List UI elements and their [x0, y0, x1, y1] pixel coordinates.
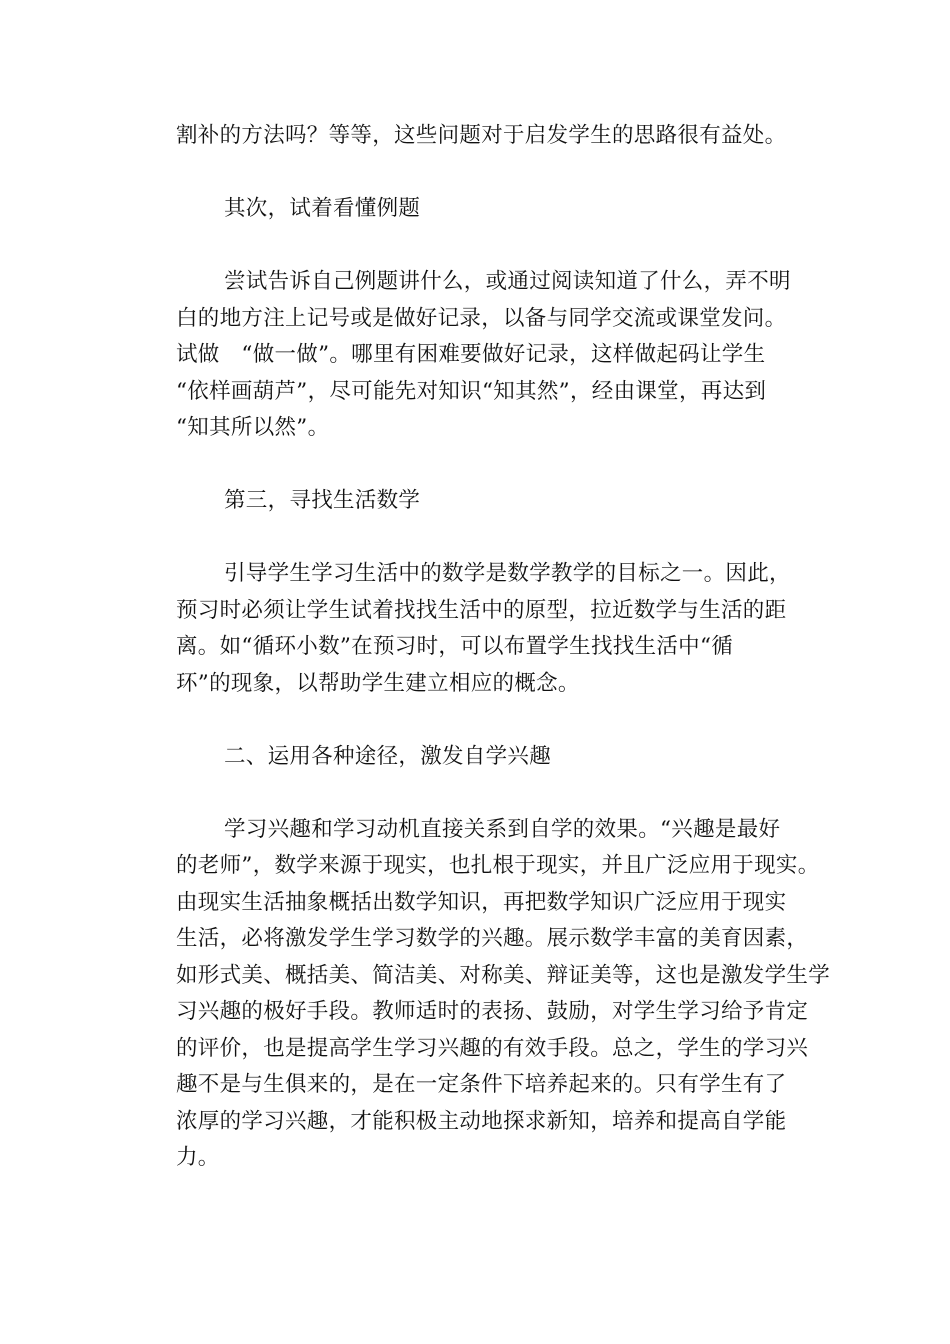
paragraph-spacer	[176, 775, 816, 812]
text-line: 试做 “做一做”。哪里有困难要做好记录，这样做起码让学生	[176, 342, 766, 367]
text-line: 的评价，也是提高学生学习兴趣的有效手段。总之，学生的学习兴	[176, 1035, 809, 1061]
paragraph-spacer	[176, 155, 816, 192]
text-line: 习兴趣的极好手段。教师适时的表扬、鼓励，对学生学习给予肯定	[176, 999, 809, 1024]
section-heading: 其次，试着看懂例题	[224, 196, 421, 221]
text-line: 环”的现象，以帮助学生建立相应的概念。	[176, 670, 580, 696]
text-line: 趣不是与生俱来的，是在一定条件下培养起来的。只有学生有了	[176, 1072, 787, 1097]
text-line: 离。如“循环小数”在预习时，可以布置学生找找生活中“循	[176, 634, 734, 659]
text-line: 生活，必将激发学生学习数学的兴趣。展示数学丰富的美育因素，	[176, 926, 809, 951]
paragraph-spacer	[176, 228, 816, 265]
section-heading: 二、运用各种途径，激发自学兴趣	[224, 743, 552, 769]
document-body	[176, 118, 831, 1177]
text-line: 浓厚的学习兴趣，才能积极主动地探求新知，培养和提高自学能	[176, 1108, 787, 1134]
heading-understand-examples	[176, 191, 816, 228]
text-line: 如形式美、概括美、简洁美、对称美、辩证美等，这也是激发学生学	[176, 962, 831, 988]
text-line: 割补的方法吗？等等，这些问题对于启发学生的思路很有益处。	[176, 123, 787, 148]
paragraph-spacer	[176, 520, 816, 557]
paragraph-method-benefit	[176, 118, 816, 155]
text-line: 由现实生活抽象概括出数学知识，再把数学知识广泛应用于现实	[176, 889, 787, 915]
text-line: 预习时必须让学生试着找找生活中的原型，拉近数学与生活的距	[176, 597, 787, 623]
paragraph-try-examples	[176, 264, 816, 447]
heading-stimulate-interest	[176, 739, 816, 776]
text-line: “知其所以然”。	[176, 415, 330, 440]
text-line: “依样画葫芦”，尽可能先对知识“知其然”，经由课堂，再达到	[176, 378, 767, 404]
paragraph-spacer	[176, 702, 816, 739]
paragraph-life-math	[176, 556, 816, 702]
section-heading: 第三，寻找生活数学	[224, 488, 421, 513]
paragraph-learning-interest	[176, 812, 831, 1177]
paragraph-spacer	[176, 447, 816, 484]
text-line: 引导学生学习生活中的数学是数学教学的目标之一。因此，	[224, 561, 791, 586]
text-line: 尝试告诉自己例题讲什么，或通过阅读知道了什么，弄不明	[224, 269, 791, 294]
text-line: 力。	[176, 1145, 220, 1170]
heading-life-math	[176, 483, 816, 520]
text-line: 白的地方注上记号或是做好记录，以备与同学交流或课堂发问。	[176, 305, 787, 331]
text-line: 的老师”，数学来源于现实，也扎根于现实，并且广泛应用于现实。	[176, 853, 820, 878]
text-line: 学习兴趣和学习动机直接关系到自学的效果。“兴趣是最好	[224, 816, 781, 842]
